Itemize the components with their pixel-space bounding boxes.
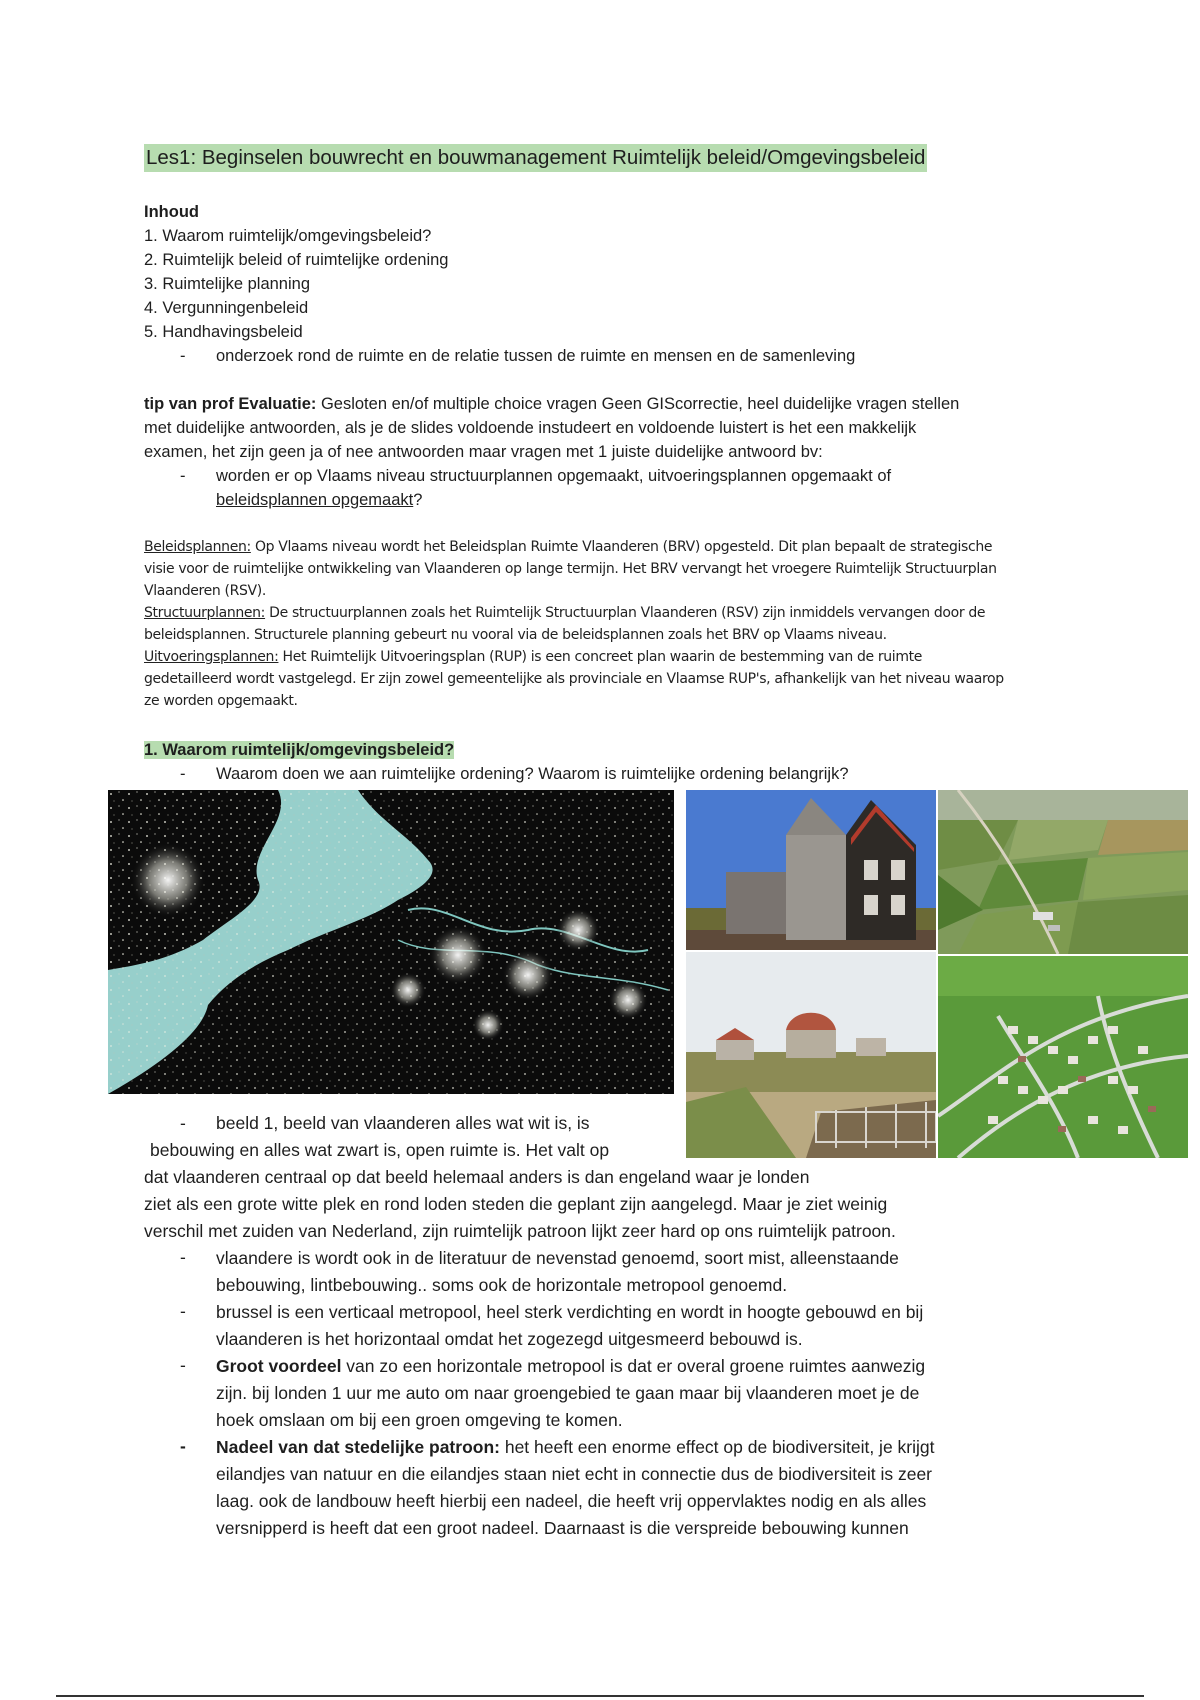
body-p1-line-5: verschil met zuiden van Nederland, zijn ruimtelijk patroon lijkt zeer hard op ons ruimtelijk patroon. <box>144 1221 896 1241</box>
aerial-fields-photo <box>938 790 1188 954</box>
def-beleidsplannen-2: visie voor de ruimtelijke ontwikkeling van Vlaanderen op lange termijn. Het BRV vervangt het vroegere Ruimtelijk Structuurplan <box>144 561 997 577</box>
def-structuurplannen-1 <box>144 602 985 624</box>
bullet-dash: - <box>180 467 186 485</box>
body-p1-line-1: beeld 1, beeld van vlaanderen alles wat wit is, is <box>216 1113 590 1133</box>
tip-bullet-line-2 <box>216 488 422 512</box>
def-text: Het Ruimtelijk Uitvoeringsplan (RUP) is een concreet plan waarin de bestemming van de ruimte <box>278 649 923 665</box>
inhoud-item-2: 2. Ruimtelijk beleid of ruimtelijke ordening <box>144 251 449 269</box>
def-text: Op Vlaams niveau wordt het Beleidsplan Ruimte Vlaanderen (BRV) opgesteld. Dit plan bepaalt de strategische <box>250 539 993 555</box>
body-p1-line-4: ziet als een grote witte plek en rond loden steden die geplant zijn aangelegd. Maar je ziet weinig <box>144 1194 888 1214</box>
night-satellite-image <box>108 790 674 1094</box>
body-text: van zo een horizontale metropool is dat er overal groene ruimtes aanwezig <box>341 1356 926 1376</box>
def-text: De structuurplannen zoals het Ruimtelijk Structuurplan Vlaanderen (RSV) zijn inmiddels vervangen door de <box>265 605 986 621</box>
def-structuurplannen-label: Structuurplannen: <box>144 605 266 621</box>
body-bullet-3-line-1 <box>216 1353 925 1380</box>
body-bullet-1-line-1: vlaandere is wordt ook in de literatuur de nevenstad genoemd, soort mist, alleenstaande <box>216 1248 899 1268</box>
section-1-heading-text: 1. Waarom ruimtelijk/omgevingsbeleid? <box>144 741 455 759</box>
nadeel-label: Nadeel van dat stedelijke patroon: <box>216 1437 500 1457</box>
bullet-dash: - <box>180 1355 186 1375</box>
tip-label: tip van prof Evaluatie: <box>144 395 317 413</box>
section-1-heading <box>144 738 454 762</box>
def-uitvoeringsplannen-label: Uitvoeringsplannen: <box>144 649 279 665</box>
def-uitvoeringsplannen-1 <box>144 646 922 668</box>
tip-bullet-line-1: worden er op Vlaams niveau structuurplannen opgemaakt, uitvoeringsplannen opgemaakt of <box>216 467 892 485</box>
tip-bullet-underlined: beleidsplannen opgemaakt <box>216 491 414 509</box>
page-bottom-rule <box>56 1695 1144 1697</box>
inhoud-item-1: 1. Waarom ruimtelijk/omgevingsbeleid? <box>144 227 432 245</box>
tip-line-1 <box>144 392 959 416</box>
body-p1-line-3: dat vlaanderen centraal op dat beeld helemaal anders is dan engeland waar je londen <box>144 1167 810 1187</box>
house-photo <box>686 790 936 950</box>
def-beleidsplannen-3: Vlaanderen (RSV). <box>144 583 266 599</box>
body-bullet-4-line-4: versnipperd is heeft dat een groot nadeel. Daarnaast is die verspreide bebouwing kunnen <box>216 1518 909 1538</box>
tip-bullet-end: ? <box>413 491 423 509</box>
groot-voordeel-label: Groot voordeel <box>216 1356 342 1376</box>
body-bullet-2-line-2: vlaanderen is het horizontaal omdat het zogezegd uitgesmeerd bebouwd is. <box>216 1329 803 1349</box>
field-houses-photo <box>686 952 936 1158</box>
bullet-dash: - <box>180 1113 186 1133</box>
body-bullet-3-line-3: hoek omslaan om bij een groen omgeving te komen. <box>216 1410 623 1430</box>
bullet-dash: - <box>180 1436 186 1456</box>
bullet-dash: - <box>180 347 186 365</box>
inhoud-item-3: 3. Ruimtelijke planning <box>144 275 311 293</box>
def-structuurplannen-2: beleidsplannen. Structurele planning gebeurt nu vooral via de beleidsplannen zoals het BRV op Vlaams niveau. <box>144 627 887 643</box>
tip-line-2: met duidelijke antwoorden, als je de slides voldoende instudeert en voldoende luistert is het een makkelijk <box>144 419 917 437</box>
bullet-dash: - <box>180 765 186 783</box>
inhoud-heading: Inhoud <box>144 203 199 221</box>
body-bullet-4-line-1 <box>216 1434 935 1461</box>
body-bullet-4-line-3: laag. ook de landbouw heeft hierbij een nadeel, die heeft vrij oppervlaktes nodig en als alles <box>216 1491 927 1511</box>
document-title: Les1: Beginselen bouwrecht en bouwmanagement Ruimtelijk beleid/Omgevingsbeleid <box>144 144 927 172</box>
def-beleidsplannen-label: Beleidsplannen: <box>144 539 251 555</box>
body-bullet-3-line-2: zijn. bij londen 1 uur me auto om naar groengebied te gaan maar bij vlaanderen moet je de <box>216 1383 920 1403</box>
tip-line-3: examen, het zijn geen ja of nee antwoorden maar vragen met 1 juiste duidelijke antwoord bv: <box>144 443 823 461</box>
inhoud-sub-bullet: onderzoek rond de ruimte en de relatie tussen de ruimte en mensen en de samenleving <box>216 347 856 365</box>
def-uitvoeringsplannen-3: ze worden opgemaakt. <box>144 693 298 709</box>
tip-text-1: Gesloten en/of multiple choice vragen Geen GIScorrectie, heel duidelijke vragen stellen <box>316 395 960 413</box>
aerial-suburb-photo <box>938 956 1188 1158</box>
body-p1-line-2: bebouwing en alles wat zwart is, open ruimte is. Het valt op <box>150 1140 610 1160</box>
def-beleidsplannen-1 <box>144 536 992 558</box>
bullet-dash: - <box>180 1247 186 1267</box>
body-bullet-1-line-2: bebouwing, lintbebouwing.. soms ook de horizontale metropool genoemd. <box>216 1275 788 1295</box>
section-1-question: Waarom doen we aan ruimtelijke ordening? Waarom is ruimtelijke ordening belangrijk? <box>216 765 849 783</box>
body-bullet-2-line-1: brussel is een verticaal metropool, heel sterk verdichting en wordt in hoogte gebouwd en bij <box>216 1302 924 1322</box>
def-uitvoeringsplannen-2: gedetailleerd wordt vastgelegd. Er zijn zowel gemeentelijke als provinciale en Vlaamse RUP's, afhankelijk van het niveau waarop <box>144 671 1004 687</box>
inhoud-item-4: 4. Vergunningenbeleid <box>144 299 309 317</box>
bullet-dash: - <box>180 1301 186 1321</box>
body-text: het heeft een enorme effect op de biodiversiteit, je krijgt <box>499 1437 935 1457</box>
inhoud-item-5: 5. Handhavingsbeleid <box>144 323 303 341</box>
body-bullet-4-line-2: eilandjes van natuur en die eilandjes staan niet echt in connectie dus de biodiversiteit is zeer <box>216 1464 933 1484</box>
